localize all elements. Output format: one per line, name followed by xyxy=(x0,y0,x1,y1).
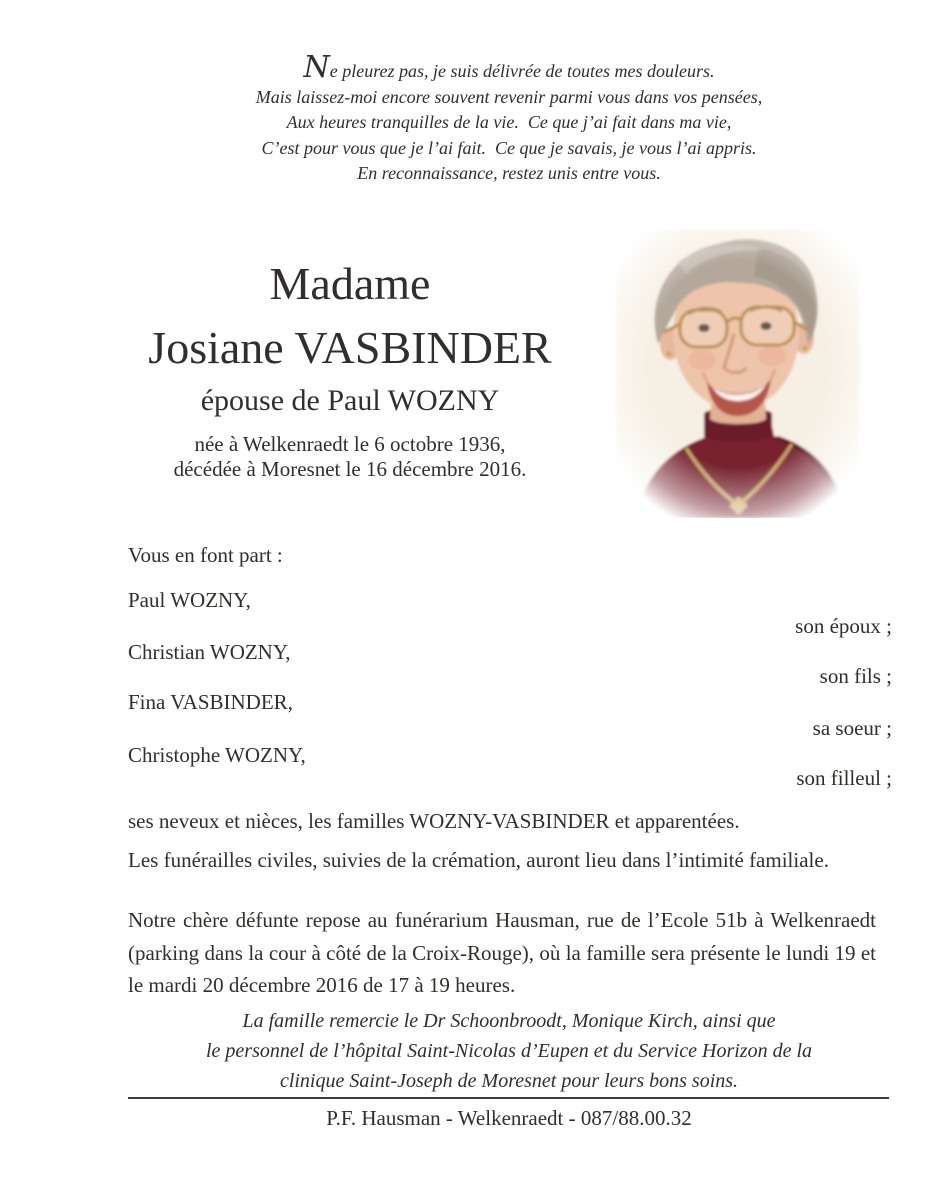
relative-relation: son époux ; xyxy=(795,614,892,638)
epigraph-line-2: Mais laissez-moi encore souvent revenir parmi vous dans vos pensées, xyxy=(255,86,763,107)
funeral-home-line: P.F. Hausman - Welkenraedt - 087/88.00.32 xyxy=(326,1106,692,1130)
deceased-name: Josiane VASBINDER xyxy=(148,322,552,373)
relative-name: Christian WOZNY, xyxy=(128,640,291,664)
announcement-intro: Vous en font part : xyxy=(128,543,283,567)
thanks-paragraph xyxy=(128,1006,890,1096)
families-line: ses neveux et nièces, les familles WOZNY-VASBINDER et apparentées. xyxy=(128,809,740,833)
photo-vignette xyxy=(608,222,868,518)
ceremony-line: Les funérailles civiles, suivies de la crémation, auront lieu dans l’intimité familiale. xyxy=(128,848,829,872)
thanks-line-1: La famille remercie le Dr Schoonbroodt, Monique Kirch, ainsi que xyxy=(242,1010,776,1032)
epigraph-line-1-text: e pleurez pas, je suis délivrée de toutes mes douleurs. xyxy=(329,61,715,81)
epigraph xyxy=(128,50,890,187)
thanks-line-3: clinique Saint-Joseph de Moresnet pour leurs bons soins. xyxy=(279,1070,739,1092)
relative-relation: son filleul ; xyxy=(796,766,892,790)
epigraph-line-5: En reconnaissance, restez unis entre vous. xyxy=(357,163,661,183)
epigraph-line-1 xyxy=(128,50,890,85)
portrait-photo-image xyxy=(608,222,868,518)
relative-name: Fina VASBINDER, xyxy=(128,690,293,714)
deceased-honorific: Madame xyxy=(269,258,431,309)
epigraph-line-4: C’est pour vous que je l’ai fait. Ce que je savais, je vous l’ai appris. xyxy=(261,137,757,158)
footer-divider xyxy=(128,1097,889,1099)
portrait-photo xyxy=(608,222,868,518)
deceased-birth-line: née à Welkenraedt le 6 octobre 1936, xyxy=(194,432,506,456)
thanks-line-2: le personnel de l’hôpital Saint-Nicolas d’Eupen et du Service Horizon de la xyxy=(206,1040,812,1062)
epigraph-drop-cap: N xyxy=(303,50,330,85)
visitation-paragraph: Notre chère défunte repose au funérarium Hausman, rue de l’Ecole 51b à Welkenraedt (parking dans la cour à côté de la Croix-Rouge), où la famille sera présente le lundi 19 et le mardi 20 décembre 2016 de 17 à 19 heures. xyxy=(128,908,876,997)
deceased-death-line: décédée à Moresnet le 16 décembre 2016. xyxy=(173,457,527,481)
relative-relation: sa soeur ; xyxy=(812,716,892,740)
relative-name: Paul WOZNY, xyxy=(128,588,251,612)
relative-name: Christophe WOZNY, xyxy=(128,743,306,767)
relative-relation: son fils ; xyxy=(819,664,892,688)
epigraph-line-3: Aux heures tranquilles de la vie. Ce que j’ai fait dans ma vie, xyxy=(286,112,732,132)
deceased-spouse-line: épouse de Paul WOZNY xyxy=(200,384,500,417)
